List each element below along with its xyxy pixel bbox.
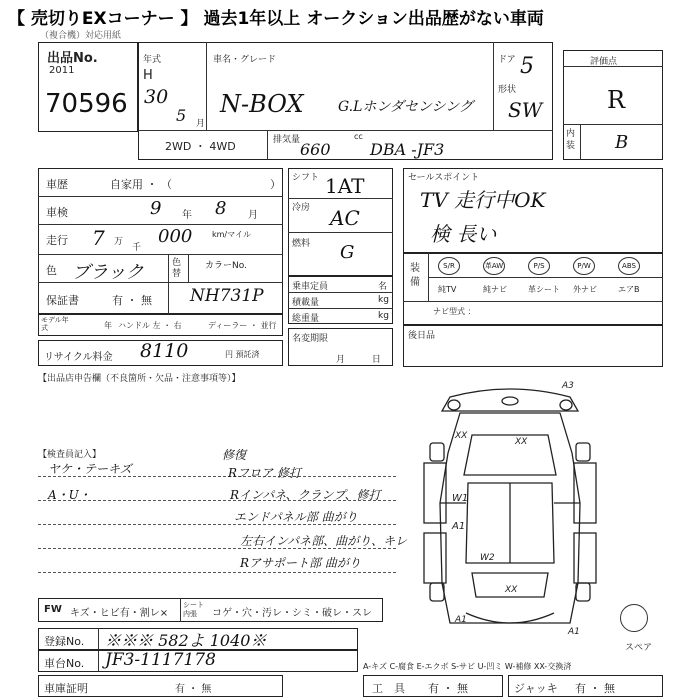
inspector-label: 【検査員記入】 bbox=[38, 450, 102, 460]
displacement-value: 660 bbox=[300, 140, 331, 159]
tools-value: 有 ・ 無 bbox=[428, 682, 468, 695]
lot-label: 出品No. bbox=[47, 51, 98, 66]
garage-cert-label: 車庫証明 bbox=[44, 682, 88, 695]
recycle-unit: 円 預託済 bbox=[225, 350, 260, 359]
shape-label: 形状 bbox=[498, 85, 517, 95]
inspection-label: 車検 bbox=[46, 206, 68, 219]
diagram-mark-2: XX bbox=[455, 431, 468, 441]
inspector-left-2: A・U・ bbox=[48, 488, 91, 502]
aircon-value: AC bbox=[330, 206, 360, 230]
year-era: H bbox=[143, 68, 153, 83]
door-label: ドア bbox=[498, 55, 516, 65]
history-label: 車歴 bbox=[46, 178, 68, 191]
jack-label: ジャッキ bbox=[514, 682, 558, 695]
spare-label: スペア bbox=[625, 643, 653, 653]
sheet-text: コゲ・穴・汚レ・シミ・破レ・スレ bbox=[212, 608, 372, 619]
model-year-unit: 年 bbox=[104, 321, 112, 330]
year-month: 5 bbox=[176, 106, 187, 125]
equipment-item: P/S bbox=[528, 257, 550, 275]
displacement-unit: cc bbox=[354, 132, 363, 141]
dealer-label: ディーラー ・ 並行 bbox=[208, 321, 277, 330]
diagram-mark-3: XX bbox=[515, 437, 528, 447]
sales-point-label: セールスポイント bbox=[408, 173, 480, 183]
weight-unit: kg bbox=[378, 311, 389, 321]
equipment-item: S/R bbox=[438, 257, 460, 275]
later-install-label: 後日品 bbox=[408, 331, 436, 341]
sales-point-line2: 検 長い bbox=[430, 222, 497, 246]
inspector-note-2: Rフロア 修打 bbox=[228, 466, 301, 480]
interior-label: 内装 bbox=[566, 129, 576, 151]
diagram-mark-1: A3 bbox=[562, 381, 574, 391]
color-value: ブラック bbox=[72, 262, 144, 283]
equipment-item: P/W bbox=[573, 257, 595, 275]
fuel-label: 燃料 bbox=[292, 239, 311, 249]
load-unit: kg bbox=[378, 295, 389, 305]
seats-label: 乗車定員 bbox=[292, 282, 329, 292]
car-label: 車名・グレード bbox=[213, 55, 277, 65]
year-label: 年式 bbox=[143, 55, 162, 65]
car-name: N-BOX bbox=[220, 90, 304, 118]
weight-label: 総重量 bbox=[292, 314, 320, 324]
seller-note: 【出品店申告欄（不良箇所・欠品・注意事項等）】 bbox=[38, 374, 241, 384]
shift-label: シフト bbox=[292, 173, 320, 183]
fw-text: キズ・ヒビ有・割レ× bbox=[70, 608, 169, 619]
sen-unit: 千 bbox=[132, 243, 142, 253]
lot-year: 2011 bbox=[49, 65, 75, 76]
diagram-mark-5: A1 bbox=[452, 521, 466, 532]
banner-title: 【 売切りEXコーナー 】 過去1年以上 オークション出品歴がない車両 bbox=[8, 9, 544, 29]
equipment-item: 革AW bbox=[483, 257, 505, 275]
diagram-mark-8: A1 bbox=[455, 615, 467, 625]
equipment-item: エアB bbox=[618, 285, 640, 294]
recycle-label: リサイクル料金 bbox=[44, 352, 113, 363]
registration-value: ※※※ 582よ 1040※ bbox=[105, 631, 267, 650]
car-damage-diagram bbox=[410, 383, 610, 643]
fw-label: FW bbox=[44, 604, 62, 615]
color-no-label: カラーNo. bbox=[205, 261, 247, 271]
drive-type: 2WD ・ 4WD bbox=[165, 140, 236, 153]
shift-value: 1AT bbox=[325, 174, 365, 198]
diagram-mark-9: A1 bbox=[568, 627, 580, 637]
handle-label: ハンドル 左 ・ 右 bbox=[118, 321, 182, 330]
change-date-unit: 月 日 bbox=[336, 355, 381, 365]
subnote: （複合機）対応用紙 bbox=[40, 31, 122, 41]
inspection-year-unit: 年 bbox=[182, 210, 192, 221]
rating-label: 評価点 bbox=[590, 57, 618, 67]
door-value: 5 bbox=[520, 54, 534, 79]
inspector-note-1: 修復 bbox=[222, 448, 247, 462]
diagram-mark-4: W1 bbox=[452, 493, 469, 504]
inspection-year: 9 bbox=[150, 198, 162, 219]
inspector-note-5: 左右インパネ部、曲がり、キレ bbox=[240, 534, 408, 548]
seats-unit: 名 bbox=[378, 282, 388, 292]
recycle-value: 8110 bbox=[140, 340, 189, 362]
lot-number: 70596 bbox=[45, 89, 128, 119]
aircon-label: 冷房 bbox=[292, 203, 311, 213]
mileage-man: 7 bbox=[92, 226, 105, 250]
rating-value: R bbox=[607, 86, 626, 114]
history-close: ） bbox=[270, 178, 281, 191]
car-grade: G.Lホンダセンシング bbox=[338, 99, 473, 115]
chassis-value: JF3-1117178 bbox=[105, 650, 216, 670]
shape-value: SW bbox=[508, 98, 543, 122]
inspection-month-unit: 月 bbox=[248, 210, 258, 221]
damage-legend: A-キズ C-腐食 E-エクボ S-サビ U-凹ミ W-補修 XX-交換済 bbox=[363, 662, 572, 671]
lot-box bbox=[38, 42, 138, 132]
model-year-label: モデル年式 bbox=[41, 316, 69, 332]
man-unit: 万 bbox=[114, 237, 124, 247]
later-install-box bbox=[403, 325, 663, 367]
tools-label: 工 具 bbox=[372, 682, 405, 695]
warranty-value: 有 ・ 無 bbox=[112, 294, 152, 307]
sheet-label: シート内張 bbox=[183, 601, 204, 618]
displacement-label: 排気量 bbox=[273, 135, 301, 145]
color-change: 色替 bbox=[172, 258, 182, 279]
navi-label: ナビ型式 ： bbox=[433, 307, 476, 316]
fuel-value: G bbox=[340, 242, 355, 263]
diagram-mark-7: XX bbox=[505, 585, 518, 595]
km-unit: km/マイル bbox=[212, 230, 251, 239]
inspector-note-3: Rインパネ、クランプ、修打 bbox=[230, 488, 381, 502]
spare-tire-icon bbox=[620, 604, 648, 632]
interior-value: B bbox=[615, 132, 629, 153]
equipment-item: 純ナビ bbox=[483, 285, 507, 294]
inspector-note-4: エンドパネル部 曲がり bbox=[234, 510, 358, 524]
color-number: NH731P bbox=[190, 286, 264, 306]
mileage-label: 走行 bbox=[46, 234, 68, 247]
equipment-item: 純TV bbox=[438, 285, 457, 294]
chassis-label: 車台No. bbox=[44, 657, 85, 670]
inspector-note-6: Rアサポート部 曲がり bbox=[240, 556, 361, 570]
registration-label: 登録No. bbox=[44, 635, 85, 648]
diagram-mark-6: W2 bbox=[480, 553, 495, 563]
history-value: 自家用 ・ （ bbox=[110, 178, 172, 191]
mileage-rest: 000 bbox=[158, 226, 193, 247]
sales-point-line1: TV 走行中OK bbox=[420, 188, 546, 212]
color-label: 色 bbox=[46, 264, 57, 277]
garage-cert-options: 有 ・ 無 bbox=[175, 684, 212, 695]
equipment-item: 革シート bbox=[528, 285, 560, 294]
equipment-label: 装備 bbox=[410, 263, 420, 288]
change-date-label: 名変期限 bbox=[292, 334, 329, 344]
year-value: 30 bbox=[144, 86, 169, 108]
inspection-month: 8 bbox=[215, 198, 227, 219]
inspector-left-1: ヤケ・テーキズ bbox=[48, 462, 132, 476]
equipment-item: ABS bbox=[618, 257, 640, 275]
model-code: DBA -JF3 bbox=[370, 140, 445, 159]
warranty-label: 保証書 bbox=[46, 294, 79, 307]
load-label: 積載量 bbox=[292, 298, 320, 308]
equipment-item: 外ナビ bbox=[573, 285, 597, 294]
year-month-unit: 月 bbox=[196, 119, 206, 129]
jack-value: 有 ・ 無 bbox=[575, 682, 615, 695]
